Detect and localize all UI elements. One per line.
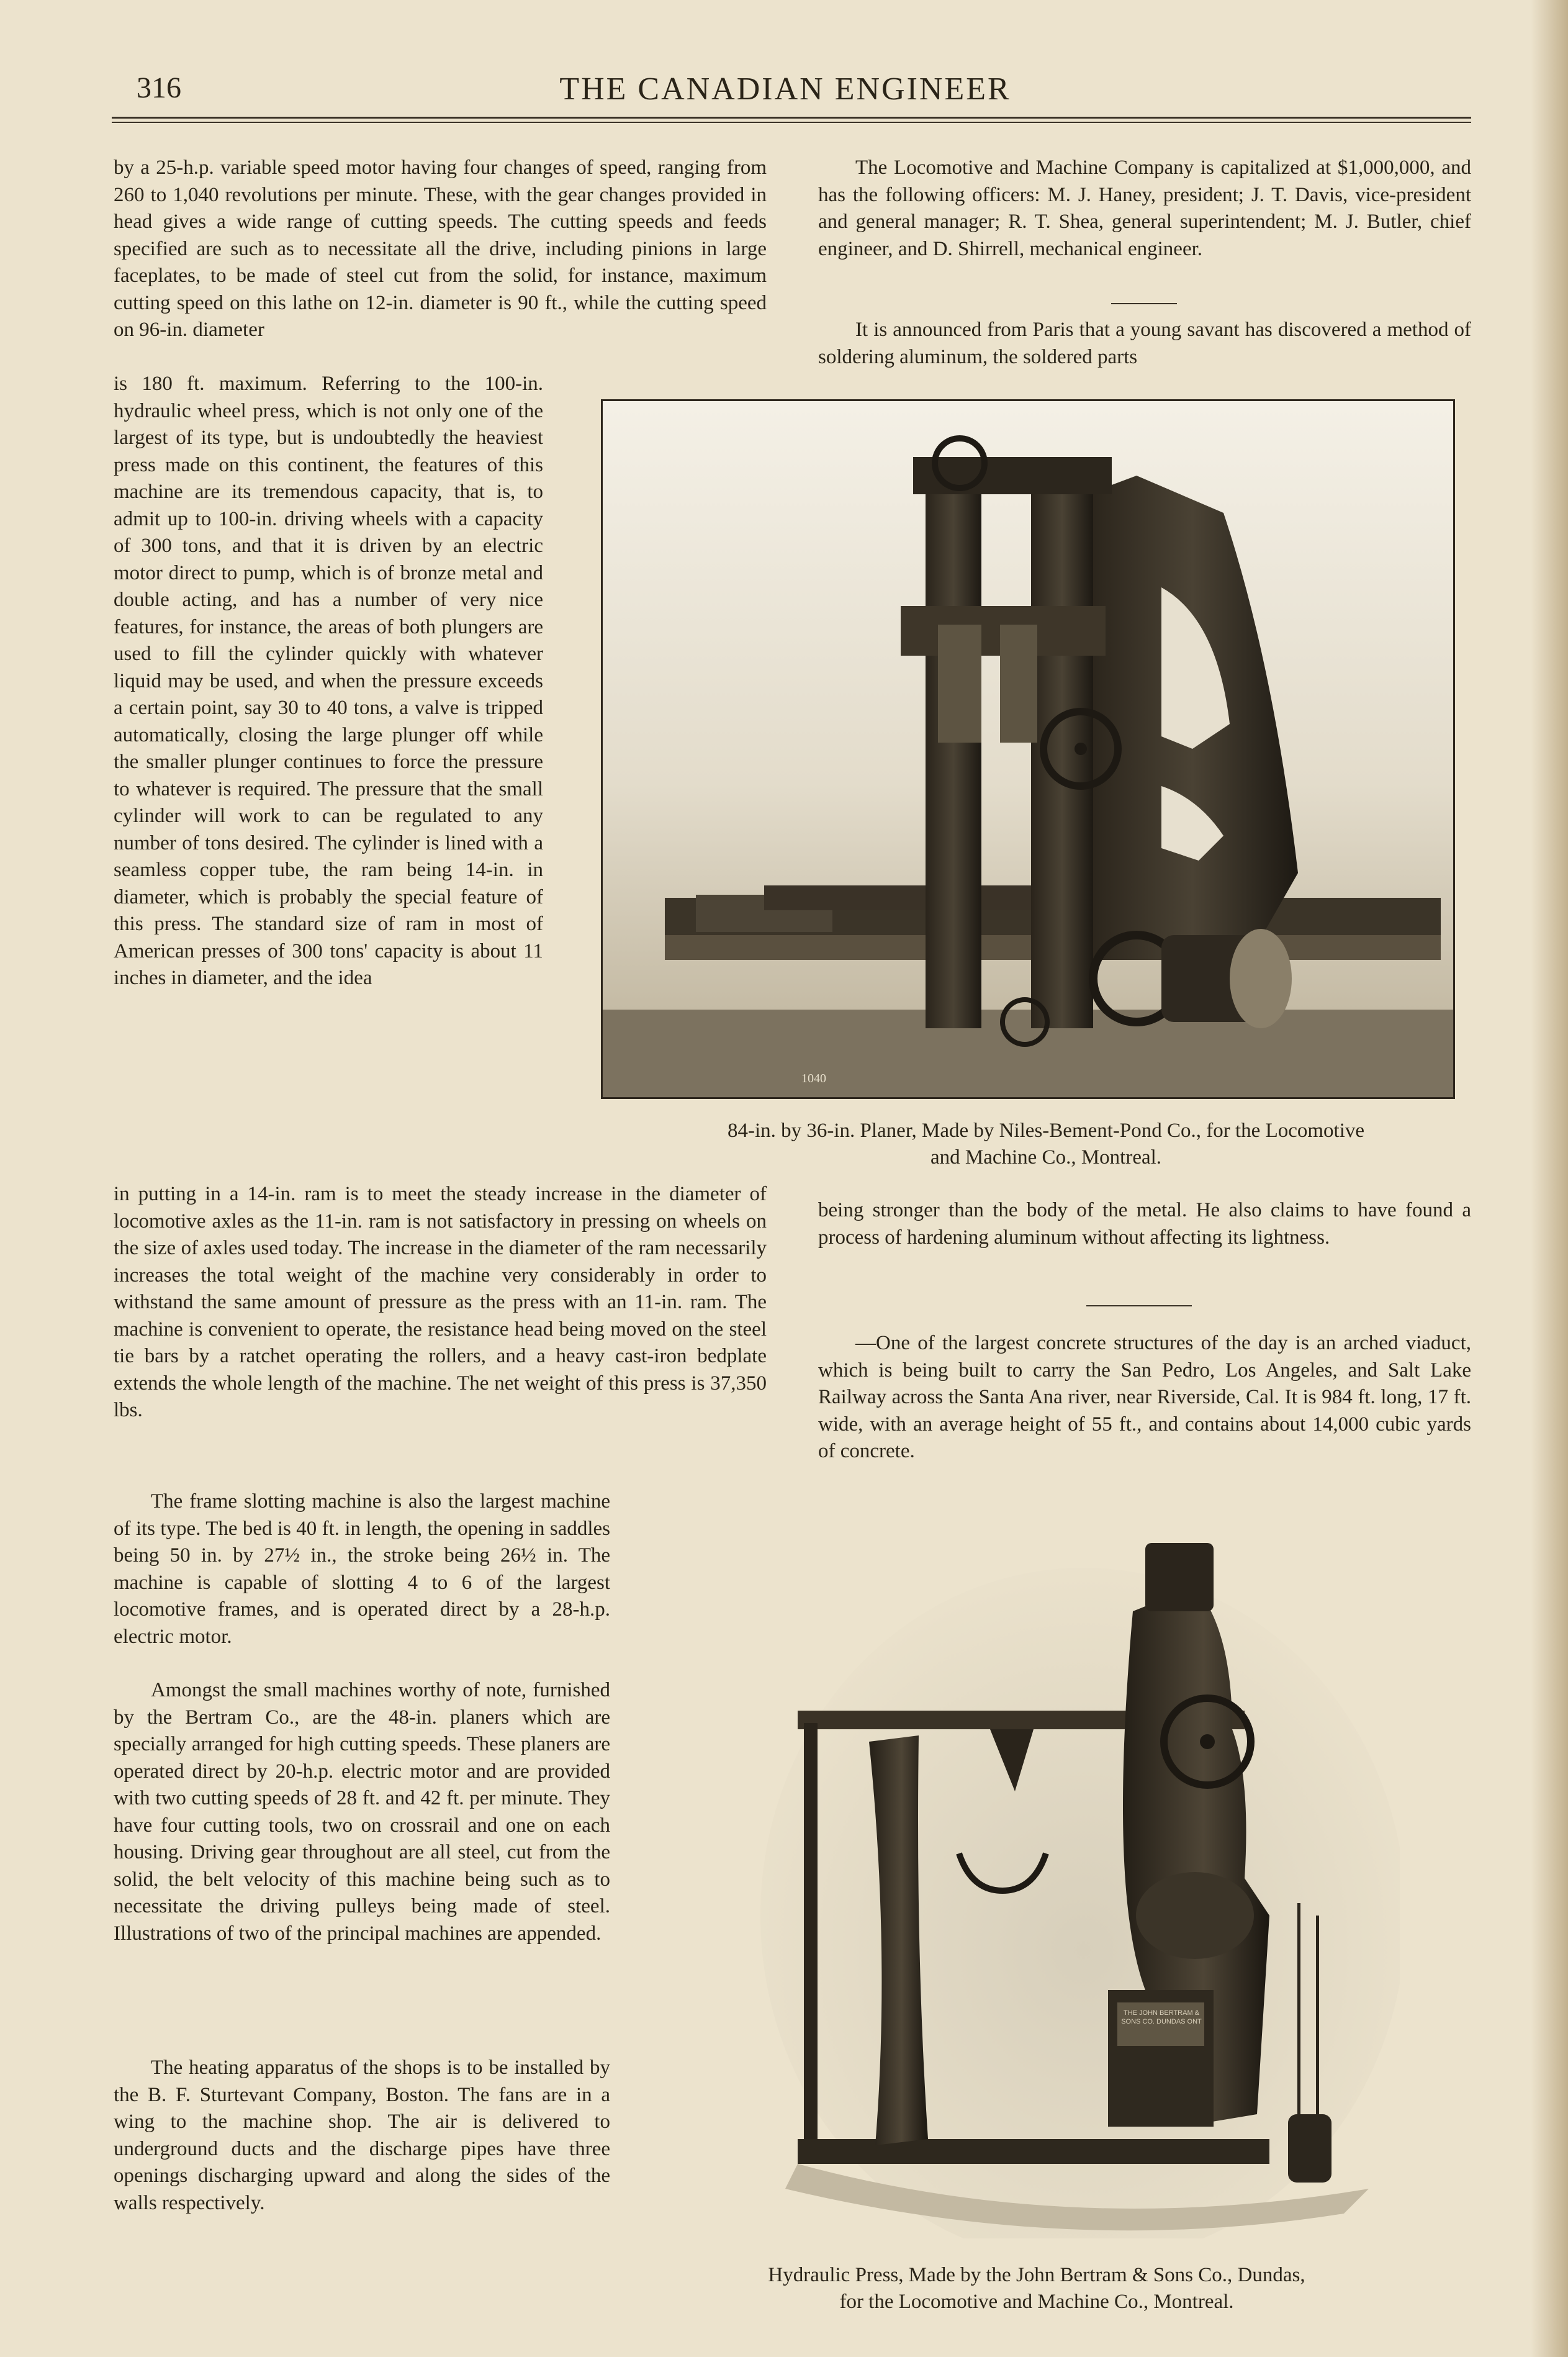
header-rule-thin [112,122,1471,123]
journal-title: THE CANADIAN ENGINEER [559,71,1011,107]
planer-photo [601,399,1455,1099]
body-paragraph: being stronger than the body of the metal. He also claims to have found a process of hardening aluminum without affecting its lightness. [818,1199,1471,1249]
page-header [99,67,1471,117]
body-paragraph: Amongst the small machines worthy of note, furnished by the Bertram Co., are the 48-in. planers which are specially arranged for high cutting speeds. These planers are operated direct by 20-h.p. electric motor and are provided with two cutting speeds of 28 ft. and 42 ft. per minute. They have four cutting tools, two on crossrail and one on each housing. Driving gear throughout are all steel, cut from the solid, the belt velocity of this machine being such as to necessitate the driving pulleys being made of steel. Illustrations of two of the principal machines are appended. [114,1679,610,1945]
body-paragraph: It is announced from Paris that a young savant has discovered a method of soldering aluminum, the soldered parts [818,319,1471,368]
body-paragraph: The heating apparatus of the shops is to be installed by the B. F. Sturtevant Company, Boston. The fans are in a wing to the machine shop. The air is delivered to underground ducts and the discharge pipes have three openings discharging upward and along the sides of the walls respectively. [114,2056,610,2214]
nameplate-text: THE JOHN BERTRAM & SONS CO. DUNDAS ONT [1121,2009,1202,2025]
body-paragraph: is 180 ft. maximum. Referring to the 100-in. hydraulic wheel press, which is not only one of the largest of its type, but is undoubtedly the heaviest press made on this continent, the features of this machine are its tremendous capacity, that is, to admit up to 100-in. driving wheels with a capacity of 300 tons, and that it is driven by an electric motor direct to pump, which is of bronze metal and double acting, and has a number of very nice features, for instance, the areas of both plungers are used to fill the cylinder quickly with whatever liquid may be used, and when the pressure exceeds a certain point, say 30 to 40 tons, a valve is tripped automatically, closing the large plunger off while the smaller plunger continues to force the pressure to whatever is required. The pressure that the small cylinder will work to can be regulated to any number of tons desired. The cylinder is lined with a seamless copper tube, the ram being 14-in. in diameter, which is probably the special feature of this press. The standard size of ram in most of American presses of 300 tons' capacity is about 11 inches in diameter, and the idea [114,373,543,989]
section-divider [1111,303,1177,304]
body-paragraph: by a 25-h.p. variable speed motor having four changes of speed, ranging from 260 to 1,040 revolutions per minute. These, with the gear changes provided in head gives a wide range of cutting speeds. The cutting speeds and feeds specified are such as to necessitate all the drive, including pinions in large faceplates, to be made of steel cut from the solid, for instance, maximum cutting speed on this lathe on 12-in. diameter is 90 ft., while the cutting speed on 96-in. diameter [114,156,767,341]
header-rule [112,117,1471,119]
body-paragraph: —One of the largest concrete structures of the day is an arched viaduct, which is being built to carry the San Pedro, Los Angeles, and Salt Lake Railway across the Santa Ana river, near Riverside, Cal. It is 984 ft. long, 17 ft. wide, with an average height of 55 ft., and contains about 14,000 cubic yards of concrete. [818,1332,1471,1462]
body-paragraph: in putting in a 14-in. ram is to meet the steady increase in the diameter of locomotive axles as the 11-in. ram is not satisfactory in pressing on wheels on the size of axles used today. The increase in the diameter of the ram necessarily increases the total weight of the machine very considerably in order to withstand the same amount of pressure as the press with an 11-in. ram. The machine is convenient to operate, the resistance head being moved on the steel tie bars by a ratchet operating the rollers, and a heavy cast-iron bedplate extends the whole length of the machine. The net weight of this press is 37,350 lbs. [114,1183,767,1421]
page-edge-shadow [1531,0,1568,2357]
body-paragraph: The frame slotting machine is also the largest machine of its type. The bed is 40 ft. in length, the opening in saddles being 50 in. by 27½ in., the stroke being 26½ in. The machine is capable of slotting 4 to 6 of the largest locomotive frames, and is operated direct by a 28-h.p. electric motor. [114,1490,610,1648]
body-paragraph: The Locomotive and Machine Company is capitalized at $1,000,000, and has the following officers: M. J. Haney, president; J. T. Davis, vice-president and general manager; R. T. Shea, general superintendent; M. J. Butler, chief engineer, and D. Shirrell, mechanical engineer. [818,156,1471,260]
section-divider [1086,1305,1192,1306]
plate-number: 1040 [801,1072,826,1085]
hydraulic-press-photo [760,1518,1400,2238]
figure-caption: 84-in. by 36-in. Planer, Made by Niles-Bement-Pond Co., for the Locomotive and Machine Co., Montreal. [727,1120,1365,1169]
figure-caption: Hydraulic Press, Made by the John Bertram & Sons Co., Dundas, for the Locomotive and Machine Co., Montreal. [768,2264,1305,2313]
page-number: 316 [137,71,181,104]
